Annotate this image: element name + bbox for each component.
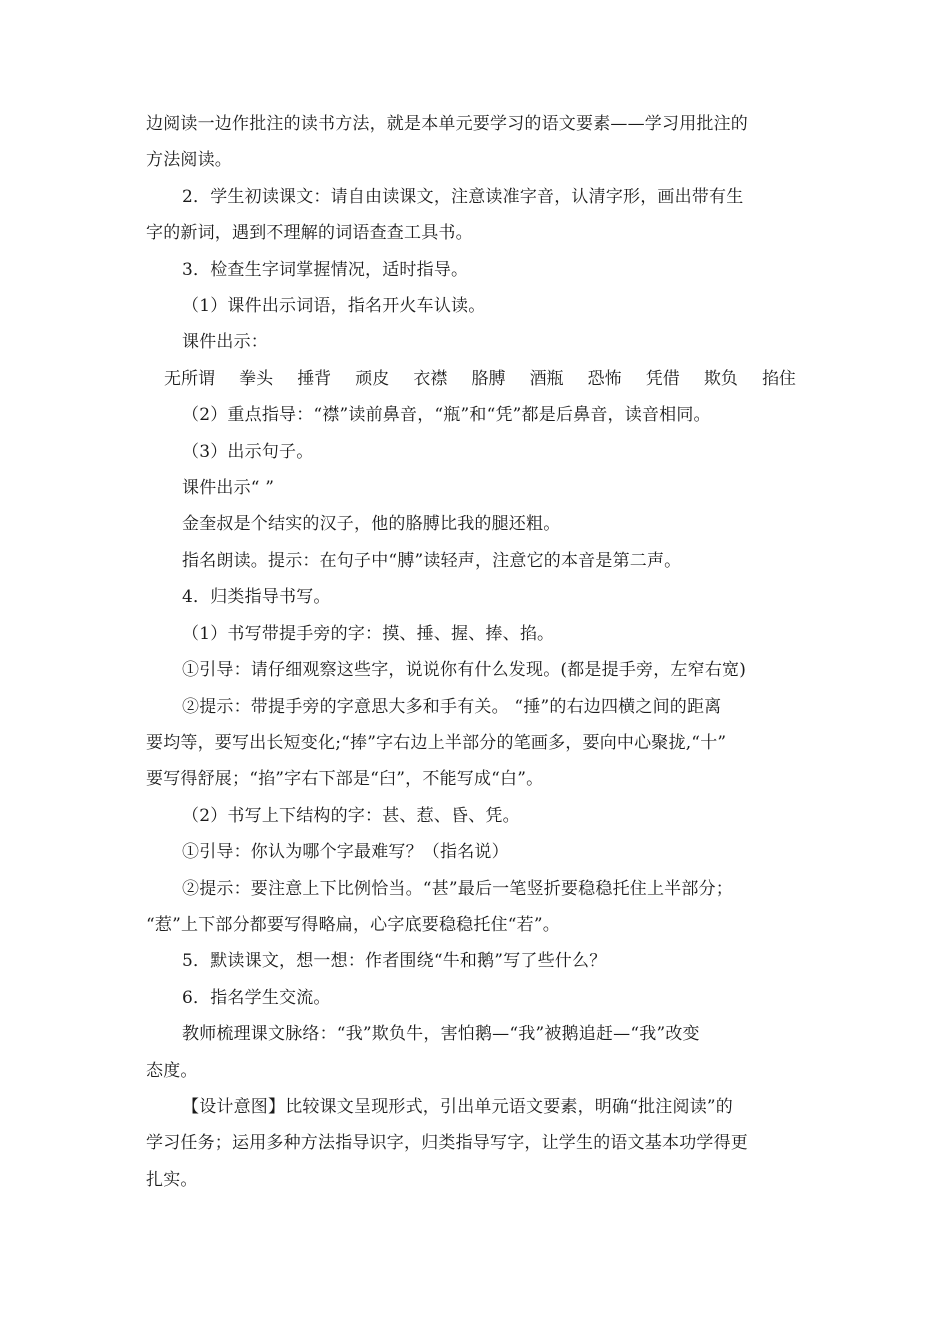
paragraph-line: 金奎叔是个结实的汉子，他的胳膊比我的腿还粗。: [182, 514, 561, 535]
paragraph-line: 2．学生初读课文：请自由读课文，注意读准字音，认清字形，画出带有生: [182, 186, 744, 207]
paragraph-line: 要均等，要写出长短变化;“捧”字右边上半部分的笔画多，要向中心聚拢,“十”: [146, 732, 727, 753]
vocab-word: 捶背: [297, 368, 332, 389]
vocab-word: 无所谓: [164, 368, 215, 389]
paragraph-line: 边阅读一边作批注的读书方法，就是本单元要学习的语文要素——学习用批注的: [146, 114, 748, 134]
paragraph-line: （1）书写带提手旁的字：摸、捶、握、捧、掐。: [182, 623, 555, 644]
paragraph-line: 指名朗读。提示：在句子中“膊”读轻声，注意它的本音是第二声。: [182, 550, 682, 571]
paragraph-line: 方法阅读。: [146, 150, 232, 171]
paragraph-line: ①引导：请仔细观察这些字，说说你有什么发现。(都是提手旁，左窄右宽): [182, 660, 747, 681]
paragraph-line: 教师梳理课文脉络：“我”欺负牛，害怕鹅—“我”被鹅追赶—“我”改变: [182, 1024, 700, 1045]
paragraph-line: 要写得舒展；“掐”字右下部是“臼”，不能写成“白”。: [146, 769, 544, 790]
vocab-word: 凭借: [645, 368, 680, 389]
paragraph-line: ①引导：你认为哪个字最难写？（指名说）: [182, 842, 509, 863]
paragraph-line: 扎实。: [146, 1169, 198, 1190]
design-intent-line: 【设计意图】比较课文呈现形式，引出单元语文要素，明确“批注阅读”的: [182, 1096, 733, 1117]
paragraph-line: 6．指名学生交流。: [182, 987, 331, 1008]
vocab-word: 衣襟: [413, 368, 448, 389]
paragraph-line: （2）重点指导：“襟”读前鼻音，“瓶”和“凭”都是后鼻音，读音相同。: [182, 405, 711, 426]
paragraph-line: ②提示：带提手旁的字意思大多和手有关。 “捶”的右边四横之间的距离: [182, 696, 722, 717]
vocab-word: 酒瓶: [529, 368, 564, 389]
vocab-word: 欺负: [703, 368, 738, 389]
paragraph-line: 课件出示：: [182, 332, 268, 353]
vocab-word: 恐怖: [587, 368, 622, 389]
paragraph-line: 学习任务；运用多种方法指导识字，归类指导写字，让学生的语文基本功学得更: [146, 1133, 748, 1154]
vocab-word: 顽皮: [355, 368, 390, 389]
paragraph-line: “惹”上下部分都要写得略扁，心字底要稳稳托住“若”。: [146, 914, 560, 935]
paragraph-line: 3．检查生字词掌握情况，适时指导。: [182, 259, 469, 280]
paragraph-line: 字的新词，遇到不理解的词语查查工具书。: [146, 223, 473, 244]
paragraph-line: （3）出示句子。: [182, 441, 314, 462]
vocabulary-word-list: [164, 361, 796, 397]
paragraph-line: 4．归类指导书写。: [182, 587, 331, 608]
vocab-word: 胳膊: [471, 368, 506, 389]
paragraph-line: 课件出示“ ”: [182, 478, 275, 499]
vocab-word: 拳头: [239, 368, 274, 389]
paragraph-line: （2）书写上下结构的字：甚、惹、昏、凭。: [182, 805, 520, 826]
paragraph-line: ②提示：要注意上下比例恰当。“甚”最后一笔竖折要稳稳托住上半部分；: [182, 878, 733, 899]
document-page: [146, 106, 806, 1198]
vocab-word: 掐住: [761, 368, 796, 389]
paragraph-line: 态度。: [146, 1060, 198, 1081]
paragraph-line: （1）课件出示词语，指名开火车认读。: [182, 296, 486, 317]
paragraph-line: 5．默读课文，想一想：作者围绕“牛和鹅”写了些什么？: [182, 951, 607, 972]
